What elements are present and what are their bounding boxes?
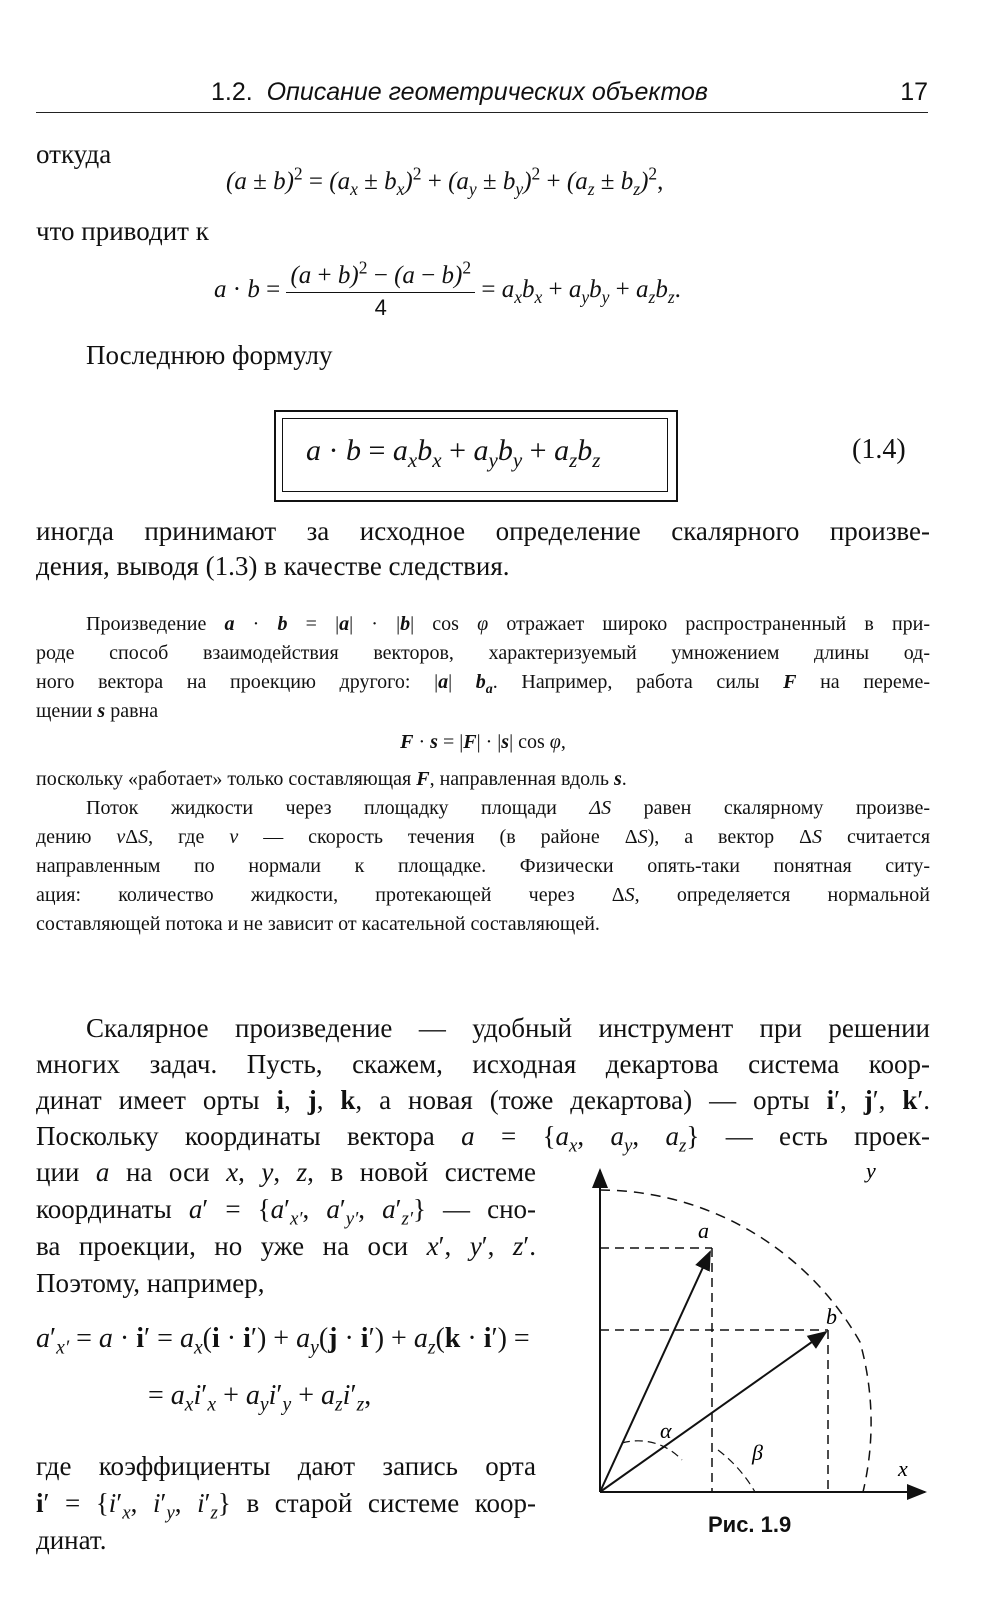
main-line: динат имеет орты i, j, k, а новая (тоже декартова) — орты i′, j′, k′. <box>36 1085 930 1115</box>
small-text: , определяется нормальной <box>634 884 930 906</box>
small-text: отражает широко распространенный в при- <box>506 613 931 635</box>
equation-number: (1.4) <box>852 434 906 465</box>
unit-circle-arc <box>600 1190 871 1492</box>
main-text: на оси <box>125 1157 210 1187</box>
main-line: ва проекции, но уже на оси x′, y′, z′. <box>36 1231 537 1261</box>
running-header <box>36 76 928 113</box>
angle-alpha-arc <box>622 1441 682 1460</box>
main-paragraph-left <box>36 1154 536 1302</box>
main-line: Поскольку координаты вектора $a = \{a_x$, $a_y$, $a_z$} — есть проек- <box>36 1121 931 1157</box>
small-line: поскольку «работает» только составляющая F, направленная вдоль s. <box>36 768 627 790</box>
label-x: x <box>898 1456 908 1481</box>
main-text: координаты <box>36 1194 172 1224</box>
vector-a <box>600 1252 710 1492</box>
small-line: ного вектора на проекцию другого: |a| $b_a$. Например, работа силы F на переме- <box>36 671 930 697</box>
small-print-block <box>36 610 930 939</box>
main-paragraph-top <box>36 1010 931 1157</box>
label-a: a <box>698 1218 709 1243</box>
main-line: Скалярное произведение — удобный инструмент при решении <box>86 1013 930 1043</box>
main-text: ции <box>36 1157 80 1187</box>
small-text: , где <box>148 826 205 848</box>
small-text: Произведение <box>86 613 207 635</box>
small-text: . Например, работа силы <box>492 671 760 693</box>
main-line: где коэффициенты дают запись орта <box>36 1451 536 1481</box>
label-b: b <box>826 1304 837 1329</box>
small-line: Поток жидкости через площадку площади ΔS равен скалярному произве- <box>86 797 931 819</box>
small-text: равна <box>110 700 159 722</box>
main-line: динат. <box>36 1525 107 1555</box>
figure-1-9 <box>580 1160 940 1510</box>
section-heading: 1.2. Описание геометрических объектов <box>211 78 708 106</box>
equation-square-sum: $(a \pm b)^2 = (a_x \pm b_x)^2 + (a_y \pm b_y)^2 + (a_z \pm b_z)^2$, <box>226 163 664 199</box>
paragraph-definition-line1: иногда принимают за исходное определение скалярного произве- <box>36 516 930 546</box>
small-line: составляющей потока и не зависит от касательной составляющей. <box>36 913 600 935</box>
equation-projection-2: = $a_xi'_x + a_yi'_y + a_zi'_z$, <box>148 1380 372 1416</box>
equation-dot-derivation: a · b = $\frac{(a + b)^2 - (a - b)^2}{4}$ = $a_xb_x + a_yb_y + a_zb_z$. <box>214 257 681 320</box>
paragraph-otkuda: откуда <box>36 139 112 169</box>
small-line: направленным по нормали к площадке. Физически опять-таки понятная ситу- <box>36 855 930 877</box>
figure-caption: Рис. 1.9 <box>708 1512 792 1537</box>
label-alpha: α <box>660 1418 672 1443</box>
small-text: ного вектора на проекцию другого: <box>36 671 411 693</box>
main-line: многих задач. Пусть, скажем, исходная декартова система коор- <box>36 1049 930 1079</box>
small-text: — скорость течения (в районе <box>263 826 600 848</box>
small-text: щении <box>36 700 93 722</box>
angle-beta-arc <box>718 1450 755 1492</box>
main-text: , а новая (тоже декартова) — орты <box>355 1085 810 1115</box>
small-text: Поток жидкости через площадку площади <box>86 797 557 819</box>
main-text: — есть проек- <box>725 1121 931 1151</box>
paragraph-definition-line2: дения, выводя (1.3) в качестве следствия. <box>36 551 510 581</box>
vector-b <box>600 1332 826 1492</box>
equation-projection-1: $a'_{x'} = a \cdot i' = a_x(i \cdot i') + a_y(j \cdot i') + a_z(k \cdot i')$ = <box>36 1323 530 1359</box>
small-line: щении s равна <box>36 700 159 722</box>
paragraph-leads-to: что приводит к <box>36 216 209 246</box>
label-y: y <box>866 1160 876 1183</box>
main-line: Поэтому, например, <box>36 1268 265 1298</box>
main-text: — сно- <box>443 1194 537 1224</box>
small-text: дению <box>36 826 92 848</box>
main-text: динат имеет орты <box>36 1085 260 1115</box>
work-formula: F · s = |F| · |s| cos φ, <box>400 731 566 753</box>
small-text: равен скалярному произве- <box>643 797 931 819</box>
main-text: в старой системе коор- <box>246 1488 537 1518</box>
paragraph-definition <box>36 514 930 584</box>
label-beta: β <box>752 1440 763 1465</box>
small-text: поскольку «работает» только составляющая <box>36 768 412 790</box>
small-text: ация: количество жидкости, протекающей через <box>36 884 575 906</box>
small-text: ), а вектор <box>647 826 775 848</box>
page-number: 17 <box>900 78 928 106</box>
main-text: , в новой системе <box>307 1157 537 1187</box>
paragraph-last-formula: Последнюю формулу <box>86 340 333 370</box>
small-line: роде способ взаимодействия векторов, характеризуемый умножением длины од- <box>36 642 930 664</box>
small-text: , направленная вдоль <box>429 768 609 790</box>
main-line: ции a на оси x, y, z, в новой системе <box>36 1157 537 1187</box>
small-text: считается <box>846 826 931 848</box>
small-line: дению vΔS, где v — скорость течения (в районе ΔS), а вектор ΔS считается <box>36 826 931 848</box>
main-line: $i' = \{i'_x$, $i'_y$, $i'_z$} в старой системе коор- <box>36 1488 537 1524</box>
boxed-formula: $a \cdot b = a_xb_x + a_yb_y + a_zb_z$ <box>306 434 601 472</box>
main-paragraph-bottom <box>36 1448 536 1559</box>
small-line: Произведение a · b = |a| · |b| cos φ отражает широко распространенный в при- <box>86 613 931 635</box>
small-line: ация: количество жидкости, протекающей через ΔS, определяется нормальной <box>36 884 930 906</box>
main-text: ва проекции, но уже на оси <box>36 1231 409 1261</box>
main-line: координаты $a' = \{a'_{x'}$, $a'_{y'}$, $a'_{z'}$} — сно- <box>36 1194 537 1230</box>
small-text: на переме- <box>820 671 930 693</box>
main-text: Поскольку координаты вектора <box>36 1121 435 1151</box>
